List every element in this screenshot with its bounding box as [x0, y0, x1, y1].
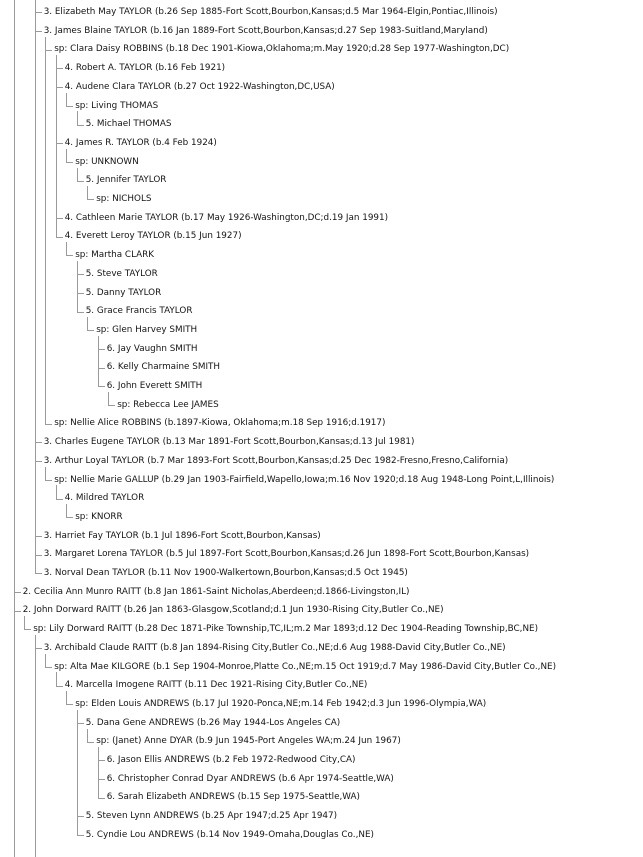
person-label: 6. Jay Vaughn SMITH — [106, 343, 198, 354]
person-label: 2. Cecilia Ann Munro RAITT (b.8 Jan 1861-Saint Nicholas,Aberdeen;d.1866-Livingston,IL) — [22, 586, 410, 597]
tree-connector-horizontal — [45, 480, 52, 481]
person-row[interactable] — [107, 788, 360, 807]
person-label: 5. Steven Lynn ANDREWS (b.25 Apr 1947;d.25 Apr 1947) — [85, 811, 338, 822]
person-row[interactable] — [65, 227, 242, 246]
person-label: 5. Danny TAYLOR — [85, 287, 162, 298]
person-label: sp: Nellie Alice ROBBINS (b.1897-Kiowa, Oklahoma;m.18 Sep 1916;d.1917) — [54, 418, 386, 429]
tree-connector-horizontal — [108, 405, 115, 406]
tree-connector-horizontal — [66, 106, 73, 107]
tree-connector-vertical — [66, 93, 67, 106]
tree-connector-vertical — [66, 149, 67, 162]
tree-connector-vertical — [66, 242, 67, 255]
tree-connector-horizontal — [56, 237, 63, 238]
tree-connector-vertical — [56, 485, 57, 498]
person-label: sp: (Janet) Anne DYAR (b.9 Jun 1945-Port Angeles WA;m.24 Jun 1967) — [96, 736, 401, 747]
person-row[interactable] — [44, 545, 529, 564]
tree-connector-horizontal — [77, 312, 84, 313]
person-row[interactable] — [86, 265, 158, 284]
person-row[interactable] — [107, 340, 198, 359]
person-row[interactable] — [86, 714, 341, 733]
tree-connector-vertical — [35, 635, 36, 648]
tree-connector-horizontal — [35, 555, 42, 556]
tree-connector-vertical — [14, 0, 15, 592]
person-row[interactable] — [65, 676, 368, 695]
person-label: sp: UNKNOWN — [75, 156, 139, 167]
tree-connector-horizontal — [56, 87, 63, 88]
tree-connector-horizontal — [98, 798, 105, 799]
tree-connector-horizontal — [77, 723, 84, 724]
tree-connector-horizontal — [98, 368, 105, 369]
tree-connector-horizontal — [45, 667, 52, 668]
tree-connector-vertical — [66, 504, 67, 517]
person-label: sp: Martha CLARK — [75, 250, 155, 261]
tree-connector-horizontal — [45, 424, 52, 425]
tree-connector-vertical — [45, 467, 46, 480]
tree-connector-vertical — [35, 648, 36, 857]
person-label: sp: Elden Louis ANDREWS (b.17 Jul 1920-Ponca,NE;m.14 Feb 1942;d.3 Jun 1996-Olympia,WA) — [75, 698, 487, 709]
spouse-row[interactable] — [33, 620, 538, 639]
person-label: sp: NICHOLS — [96, 194, 152, 204]
tree-connector-horizontal — [98, 349, 105, 350]
person-row[interactable] — [44, 22, 488, 41]
person-row[interactable] — [86, 807, 337, 826]
tree-connector-vertical — [77, 261, 78, 311]
person-label: sp: KNORR — [75, 511, 123, 522]
tree-connector-horizontal — [66, 704, 73, 705]
tree-connector-horizontal — [56, 499, 63, 500]
spouse-row[interactable] — [96, 732, 401, 751]
tree-connector-horizontal — [35, 461, 42, 462]
spouse-row[interactable] — [75, 246, 154, 265]
spouse-row[interactable] — [54, 414, 385, 433]
person-label: 3. Norval Dean TAYLOR (b.11 Nov 1900-Walkertown,Bourbon,Kansas;d.5 Oct 1945) — [43, 568, 408, 578]
tree-connector-horizontal — [87, 199, 94, 200]
person-row[interactable] — [86, 284, 162, 303]
tree-connector-vertical — [56, 55, 57, 236]
tree-connector-horizontal — [35, 442, 42, 443]
tree-connector-horizontal — [14, 611, 21, 612]
tree-connector-horizontal — [56, 68, 63, 69]
tree-connector-vertical — [14, 611, 15, 857]
person-label: 5. Dana Gene ANDREWS (b.26 May 1944-Los Angeles CA) — [85, 717, 341, 728]
tree-connector-vertical — [108, 392, 109, 405]
tree-connector-horizontal — [35, 648, 42, 649]
person-row[interactable] — [65, 489, 145, 508]
person-label: 6. Sarah Elizabeth ANDREWS (b.15 Sep 1975-Seattle,WA) — [106, 792, 360, 803]
tree-connector-horizontal — [98, 386, 105, 387]
tree-connector-vertical — [77, 111, 78, 124]
spouse-row[interactable] — [75, 508, 122, 527]
person-label: sp: Glen Harvey SMITH — [96, 324, 198, 335]
spouse-row[interactable] — [75, 97, 158, 116]
tree-connector-horizontal — [77, 816, 84, 817]
person-label: 5. Grace Francis TAYLOR — [85, 306, 193, 317]
tree-connector-vertical — [45, 37, 46, 424]
person-label: 4. Marcella Imogene RAITT (b.11 Dec 1921-Rising City,Butler Co.,NE) — [64, 680, 368, 691]
person-row[interactable] — [86, 115, 172, 134]
tree-connector-horizontal — [35, 536, 42, 537]
tree-connector-vertical — [87, 729, 88, 742]
tree-connector-horizontal — [35, 12, 42, 13]
person-label: sp: Rebecca Lee JAMES — [117, 399, 219, 410]
tree-connector-horizontal — [66, 517, 73, 518]
person-row[interactable] — [65, 59, 225, 78]
tree-connector-horizontal — [45, 50, 52, 51]
tree-connector-horizontal — [98, 760, 105, 761]
person-label: 3. Elizabeth May TAYLOR (b.26 Sep 1885-Fort Scott,Bourbon,Kansas;d.5 Mar 1964-Elgin,Pontiac,Illinois) — [43, 7, 498, 17]
person-row[interactable] — [44, 639, 506, 658]
person-label: 4. Mildred TAYLOR — [64, 493, 145, 504]
tree-connector-horizontal — [98, 779, 105, 780]
tree-connector-horizontal — [24, 629, 31, 630]
tree-connector-vertical — [87, 186, 88, 199]
tree-connector-vertical — [24, 616, 25, 629]
tree-connector-horizontal — [77, 125, 84, 126]
tree-connector-horizontal — [56, 686, 63, 687]
spouse-row[interactable] — [96, 190, 151, 209]
person-row[interactable] — [44, 452, 508, 471]
person-label: sp: Living THOMAS — [75, 100, 159, 111]
person-row[interactable] — [65, 209, 388, 228]
tree-connector-horizontal — [56, 218, 63, 219]
tree-connector-vertical — [45, 654, 46, 667]
person-label: 2. John Dorward RAITT (b.26 Jan 1863-Glasgow,Scotland;d.1 Jun 1930-Rising City,Butler Co.,NE) — [22, 605, 444, 616]
person-row[interactable] — [107, 770, 394, 789]
person-label: 3. Arthur Loyal TAYLOR (b.7 Mar 1893-Fort Scott,Bourbon,Kansas;d.25 Dec 1982-Fresno,Fresno,California) — [43, 455, 509, 466]
tree-connector-horizontal — [66, 162, 73, 163]
person-label: 4. James R. TAYLOR (b.4 Feb 1924) — [64, 137, 217, 148]
person-label: 5. Cyndie Lou ANDREWS (b.14 Nov 1949-Omaha,Douglas Co.,NE) — [85, 829, 374, 840]
person-label: 5. Steve TAYLOR — [85, 268, 158, 279]
spouse-row[interactable] — [75, 695, 486, 714]
person-row[interactable] — [86, 826, 374, 845]
person-label: 5. Michael THOMAS — [85, 119, 172, 130]
person-row[interactable] — [86, 302, 193, 321]
person-label: sp: Alta Mae KILGORE (b.1 Sep 1904-Monroe,Platte Co.,NE;m.15 Oct 1919;d.7 May 1986-David City,Butler Co.,NE) — [54, 661, 557, 672]
tree-connector-horizontal — [35, 573, 42, 574]
spouse-row[interactable] — [54, 658, 556, 677]
person-row[interactable] — [44, 433, 415, 452]
person-row[interactable] — [65, 134, 217, 153]
tree-connector-vertical — [77, 710, 78, 835]
person-label: 4. Robert A. TAYLOR (b.16 Feb 1921) — [64, 63, 226, 74]
person-row[interactable] — [86, 171, 167, 190]
person-label: 4. Everett Leroy TAYLOR (b.15 Jun 1927) — [64, 231, 242, 242]
person-row[interactable] — [107, 358, 220, 377]
person-label: 4. Audene Clara TAYLOR (b.27 Oct 1922-Washington,DC,USA) — [64, 81, 335, 92]
person-label: 3. Margaret Lorena TAYLOR (b.5 Jul 1897-Fort Scott,Bourbon,Kansas;d.26 Jun 1898-Fort Scott,Bourbon,Kansas) — [43, 549, 530, 560]
person-label: 3. Archibald Claude RAITT (b.8 Jan 1894-Rising City,Butler Co.,NE;d.6 Aug 1988-David City,Butler Co.,NE) — [43, 642, 506, 653]
person-label: 6. Jason Ellis ANDREWS (b.2 Feb 1972-Redwood City,CA) — [106, 755, 356, 765]
person-row[interactable] — [107, 377, 203, 396]
tree-connector-vertical — [77, 168, 78, 181]
person-label: 6. John Everett SMITH — [106, 381, 203, 391]
person-label: 3. Harriet Fay TAYLOR (b.1 Jul 1896-Fort Scott,Bourbon,Kansas) — [43, 530, 321, 541]
person-label: sp: Nellie Marie GALLUP (b.29 Jan 1903-Fairfield,Wapello,Iowa;m.16 Nov 1920;d.18 Aug 1948-Long Point,L,Illinois) — [54, 474, 555, 485]
person-label: sp: Clara Daisy ROBBINS (b.18 Dec 1901-Kiowa,Oklahoma;m.May 1920;d.28 Sep 1977-Washington,DC) — [54, 44, 510, 55]
person-row[interactable] — [23, 601, 444, 620]
person-label: 3. Charles Eugene TAYLOR (b.13 Mar 1891-Fort Scott,Bourbon,Kansas;d.13 Jul 1981) — [43, 437, 415, 448]
spouse-row[interactable] — [96, 321, 197, 340]
person-row[interactable] — [44, 527, 321, 546]
person-row[interactable] — [23, 583, 410, 602]
tree-connector-horizontal — [56, 143, 63, 144]
person-label: 4. Cathleen Marie TAYLOR (b.17 May 1926-Washington,DC;d.19 Jan 1991) — [64, 212, 389, 223]
spouse-row[interactable] — [54, 40, 509, 59]
tree-connector-horizontal — [66, 255, 73, 256]
person-row[interactable] — [65, 78, 335, 97]
person-row[interactable] — [107, 751, 356, 770]
spouse-row[interactable] — [75, 153, 139, 172]
person-label: 6. Christopher Conrad Dyar ANDREWS (b.6 Apr 1974-Seattle,WA) — [106, 773, 394, 784]
tree-connector-horizontal — [35, 31, 42, 32]
tree-connector-vertical — [98, 336, 99, 386]
person-label: 3. James Blaine TAYLOR (b.16 Jan 1889-Fort Scott,Bourbon,Kansas;d.27 Sep 1983-Suitland,Maryland) — [43, 25, 488, 36]
tree-connector-horizontal — [87, 330, 94, 331]
spouse-row[interactable] — [117, 396, 218, 415]
tree-connector-horizontal — [77, 293, 84, 294]
tree-connector-vertical — [98, 747, 99, 797]
tree-connector-vertical — [35, 0, 36, 573]
person-row[interactable] — [44, 564, 408, 583]
tree-connector-horizontal — [87, 742, 94, 743]
tree-connector-horizontal — [77, 835, 84, 836]
person-row[interactable] — [44, 3, 498, 22]
person-label: 6. Kelly Charmaine SMITH — [106, 362, 221, 373]
person-label: 5. Jennifer TAYLOR — [85, 175, 167, 186]
tree-connector-vertical — [66, 691, 67, 704]
tree-connector-horizontal — [14, 592, 21, 593]
person-label: sp: Lily Dorward RAITT (b.28 Dec 1871-Pike Township,TC,IL;m.2 Mar 1893;d.12 Dec 1904-Reading Township,BC,NE) — [33, 624, 539, 635]
tree-connector-vertical — [56, 672, 57, 685]
tree-connector-horizontal — [77, 181, 84, 182]
tree-connector-vertical — [87, 317, 88, 330]
tree-connector-horizontal — [77, 274, 84, 275]
spouse-row[interactable] — [54, 471, 554, 490]
